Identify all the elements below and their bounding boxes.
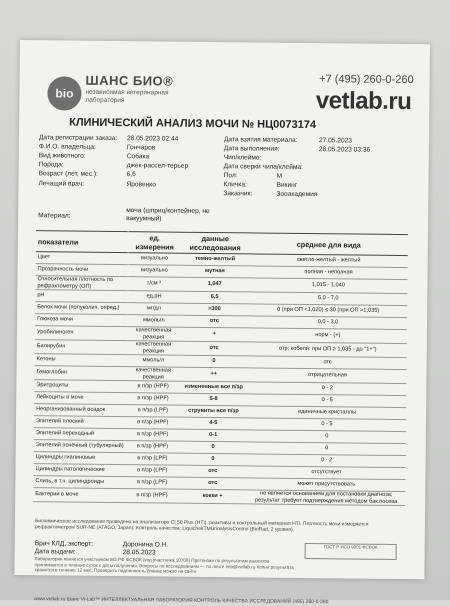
lab-report-sheet [14,40,430,606]
cell-result: отс [179,341,248,356]
lab-logo-icon: bio [47,76,81,110]
info-done-date: Дата выполнения: [223,145,280,153]
footer-line: www.vetlab.ru Шанс Vi-Lab™ ИНТЕЛЛЕКТУАЛЬНАЯ ЛАБОРАТОРИЯ КОНТРОЛЬ КАЧЕСТВА ИССЛЕДОВАНИЙ (495) 260-0-260 [34,596,329,606]
doctor-name: Доронина О.Н. [122,541,169,549]
cell-parameter: Глюкоза мочи [35,314,128,327]
info-client-value: Зооакадемия [276,190,318,199]
cell-result: мутная [180,265,249,278]
cell-reference: может присутствовать [247,478,405,492]
cell-parameter: Эпителий переходный [34,428,127,441]
cell-units: в п/зр (HPF) [127,417,179,430]
cell-parameter: Эпителий плоский [34,416,127,429]
results-table [33,230,408,506]
cell-units: в п/зр (HPF) [127,393,179,406]
issue-date: 28.05.2023 [122,549,156,557]
cell-result: 0 [178,441,247,454]
info-age: Возраст (лет, мес.): [38,170,98,178]
col-parameter: показатели [36,231,129,253]
cell-parameter: Эпителий почечный (тубулярный) [34,440,127,453]
cell-result: 4-5 [179,417,248,430]
info-breed-value: джек-рассел-терьер [126,162,189,170]
cell-reference: 0 [248,430,406,444]
results-body [33,252,408,506]
cell-reference: 0 - 5 [248,394,406,408]
cell-result: измененные все п/зр [179,381,248,394]
info-sample-date: Дата взятия материала: [223,136,298,144]
info-reg-date-value: 28.05.2023 02:44 [126,135,179,143]
cell-units: г/см ³ [128,277,180,292]
info-owner-value: Гончаров [126,144,156,152]
info-doctor: Лечащий врач: [38,180,84,188]
cell-result: ++ [179,367,248,382]
info-done-date-value: 28.05.2023 03:36 [318,146,371,154]
cell-parameter: Лейкоциты в моче [34,392,127,405]
info-sample-date-value: 27.05.2023 [318,137,353,145]
cell-parameter: Относительная плотность по рефрактометру (ОП) [35,276,128,291]
cell-parameter: Уробилиноген [35,326,128,341]
method-footnote: Биохимическое исследование проведено на анализаторе CI 50 Plus (HTI), реактивы и контрольный материал HTI. Плотность мочи измеряется рефрактометром SUR-NE (ATAGO, Japan). Контроль качества: LiquichekTMUrinalysisControl (BioRad, 2 уровня). [34,518,369,533]
col-reference: среднее для вида [250,233,408,256]
cell-reference: 0 - 2 [247,454,405,468]
cell-reference: не является основанием для постановки диагноза; результат требует подтверждения методом бак.посева [247,490,405,506]
lab-site: vetlab.ru [315,87,412,116]
doctor-label: Врач КЛД, эксперт: [34,540,94,548]
info-nickname-value: Викинг [276,181,298,189]
info-owner: Ф.И.О. владельца: [38,143,96,151]
cell-reference: полная - неполная [249,266,407,280]
brand-name: ШАНС БИО® [85,72,174,89]
material-label: Материал: [38,212,71,220]
table-row [33,488,405,506]
cell-result: струвиты все п/зр [179,405,248,418]
cell-result: отс [178,477,247,490]
report-title: КЛИНИЧЕСКИЙ АНАЛИЗ МОЧИ № НЦ0073174 [69,116,317,132]
cell-parameter: Цвет [36,252,129,265]
cell-units: визуально [128,253,180,266]
cell-parameter: Гемоглобин [34,366,127,381]
cell-parameter: Прозрачность мочи [36,264,129,277]
cell-result: 0 [178,453,247,466]
info-nickname: Кличка: [223,181,247,189]
cell-units: мг/дл [128,303,180,316]
cell-reference: светло-желтый - желтый [250,254,408,268]
cell-units: в п/зр (LPF) [126,477,178,490]
claims-text: Лаборатория является участником МЗ РФ ФСВОК (код участника 10708) Претензии по результатам анализов принимаются в течение суток с даты получения. Вопросы по исследованиям — по почте info@vetlab.ru Копия результата хранится в течение 12 мес. Проверить подлинность бланка можно на сайте [34,556,294,574]
info-reg-date: Дата регистрации заказа: [38,134,118,143]
issue-date-label: Дата выдачи: [34,548,76,556]
cell-reference: 0 (при ОП <1,020) ≤ 30 (при ОП >1,035) [249,304,407,318]
col-units: ед. измерения [129,232,181,254]
cell-units: ммоль/л [128,315,180,328]
cell-reference: 0,0 - 3,0 [249,316,407,330]
cell-parameter: Кетоны [35,354,128,367]
cell-units: в п/зр (HPF) [127,381,179,394]
cell-units: в п/зр (LPF) [126,465,178,478]
lab-phone: +7 (495) 260-0-260 [319,73,414,87]
cell-result: 5-8 [179,393,248,406]
cell-units: в п/зр (HPF) [127,429,179,442]
cell-result: кокки + [178,489,247,504]
cell-parameter: Цилиндры гиалиновые [34,452,127,465]
cell-reference: отрицательная [248,368,406,384]
cell-parameter: Слизь, в т.ч. цилиндроиды [33,476,126,489]
brand-subtitle: независимая ветеринарная лаборатория [85,88,169,105]
cell-units: в п/зр (LPF) [127,405,179,418]
info-sex-value: М [276,172,283,180]
cell-units: качественная реакция [127,367,179,382]
cell-reference: единичные кристаллы [248,406,406,420]
cell-result: 0 [179,355,248,368]
cell-result: 6,5 [180,291,249,304]
info-chip-date: Дата сверки чипа/клейма: [223,163,303,171]
cell-parameter: Бактерии в моче [33,488,126,503]
material-value: моча (шприц/контейнер, не вакуумный) [126,207,210,223]
info-age-value: 6,6 [126,171,136,179]
cell-parameter: Эритроциты [34,380,127,393]
cell-result: отс [178,465,247,478]
quality-stamp: ГОСТ Р ИСО 9001 ФСВОК [305,543,397,560]
info-chip: Чип/клеймо: [223,154,262,162]
info-species-value: Собака [126,153,150,161]
cell-reference: 0 - 5 [248,418,406,432]
cell-units: качественная реакция [128,327,180,342]
cell-units: в п/зр (HPF) [126,441,178,454]
cell-reference: 5,0 - 7,0 [249,292,407,306]
cell-result: 0-1 [178,429,247,442]
cell-reference: норм - (+) [249,328,407,344]
cell-parameter: Неорганизованный осадок [34,404,127,417]
cell-parameter: Цилиндры патологические [33,464,126,477]
info-client: Заказчик: [223,190,253,198]
cell-reference: отсутствует [247,466,405,480]
cell-units: в п/зр (HPF) [126,489,178,504]
info-breed: Порода: [38,161,64,169]
cell-result: отс [180,315,249,328]
cell-units: ммоль/л [127,355,179,368]
cell-result: + [180,327,249,342]
cell-reference: 1,015 - 1,040 [249,278,407,294]
cell-units: качественная реакция [128,341,180,356]
info-species: Вид животного: [38,152,86,160]
cell-result: 1,047 [180,277,249,292]
cell-parameter: Билирубин [35,340,128,355]
cell-units: ед.pH [128,291,180,304]
info-doctor-value: Яровенко [126,181,156,189]
cell-units: в п/зр (LPF) [126,453,178,466]
cell-reference: 0 - 2 [248,382,406,396]
cell-parameter: Белок мочи (полуколич. опред.) [35,302,128,315]
info-sex: Пол: [223,172,238,180]
cell-units: визуально [128,265,180,278]
cell-parameter: pH [35,290,128,303]
cell-reference: отр; кобели: при ОП ≥ 1,035 - до "1+") [249,342,407,358]
col-result: данные исследования [180,232,249,254]
cell-result: темно-желтый [180,253,249,266]
cell-reference: отс [249,356,407,370]
cell-result: >300 [180,303,249,316]
cell-reference: 0 [248,442,406,456]
